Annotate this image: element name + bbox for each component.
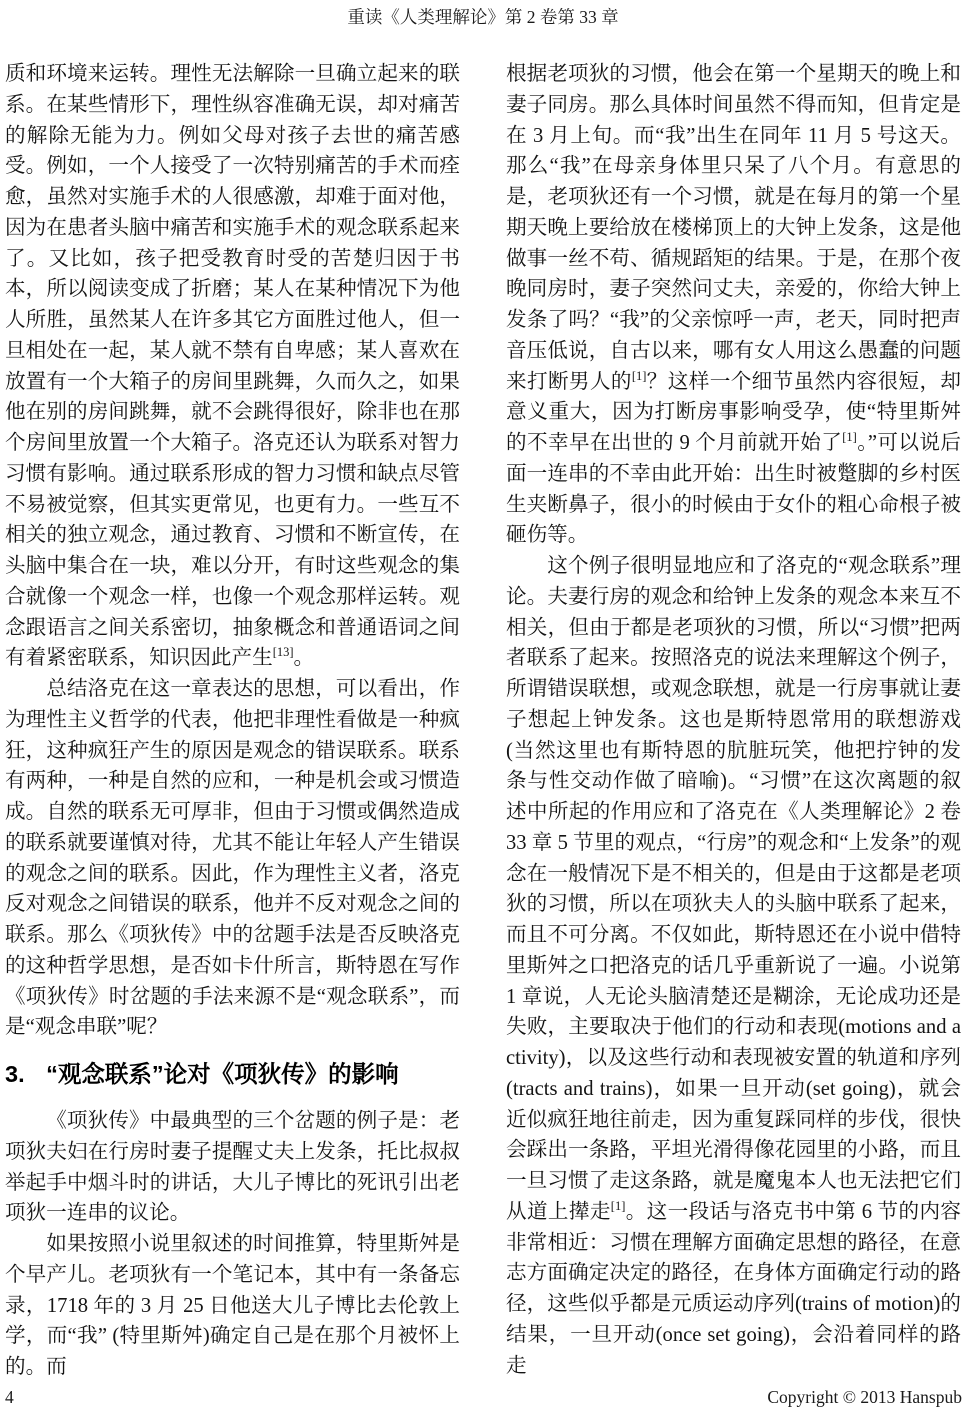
running-title: 重读《人类理解论》第 2 卷第 33 章	[347, 7, 619, 27]
body-paragraph: 根据老项狄的习惯，他会在第一个星期天的晚上和妻子同房。那么具体时间虽然不得而知，但肯定是在 3 月上旬。而“我”出生在同年 11 月 5 号这天。那么“我”在母亲身体里只呆了八个月。有意思的是，老项狄还有一个习惯，就是在每月的第一个星期天晚上要给放在楼梯顶上的大钟上发条，这是他做事一丝不苟、循规蹈矩的结果。于是，在那个夜晚同房时，妻子突然问丈夫，亲爱的，你给大钟上发条了吗？“我”的父亲惊呼一声，老天，同时把声音压低说，自古以来，哪有女人用这么愚蠢的问题来打断男人的[1]？这样一个细节虽然内容很短，却意义重大，因为打断房事影响受孕，使“特里斯舛的不幸早在出世的 9 个月前就开始了[1]。”可以说后面一连串的不幸由此开始：出生时被蹩脚的乡村医生夹断鼻子，很小的时候由于女仆的粗心命根子被砸伤等。	[506, 63, 962, 547]
page-header	[0, 0, 966, 29]
body-paragraph: 这个例子很明显地应和了洛克的“观念联系”理论。夫妻行房的观念和给钟上发条的观念本来互不相关，但由于都是老项狄的习惯，所以“习惯”把两者联系了起来。按照洛克的说法来理解这个例子，所谓错误联想，或观念联想，就是一行房事就让妻子想起上钟发条。这也是斯特恩常用的联想游戏(当然这里也有斯特恩的肮脏玩笑，他把拧钟的发条与性交动作做了暗喻)。“习惯”在这次离题的叙述中所起的作用应和了洛克在《人类理解论》2 卷 33 章 5 节里的观点，“行房”的观念和“上发条”的观念在一般情况下是不相关的，但是由于这都是老项狄的习惯，所以在项狄夫人的头脑中联系了起来，而且不可分离。不仅如此，斯特恩还在小说中借特里斯舛之口把洛克的话几乎重新说了一遍。小说第 1 章说，人无论头脑清楚还是糊涂，无论成功还是失败，主要取决于他们的行动和表现(motions and activity)，以及这些行动和表现被安置的轨道和序列(tracts and trains)，如果一旦开动(set going)，就会近似疯狂地往前走，因为重复踩同样的步伐，很快会踩出一条路，平坦光滑得像花园里的小路，而且一旦习惯了走这条路，就是魔鬼本人也无法把它们从道上撵走[1]。这一段话与洛克书中第 6 节的内容非常相近：习惯在理解方面确定思想的路径，在意志方面确定决定的路径，在身体方面确定行动的路径，这些似乎都是元质运动序列(trains of motion)的结果，一旦开动(once set going)，会沿着同样的路走	[506, 555, 962, 1377]
copyright-notice: Copyright © 2013 Hanspub	[767, 1387, 962, 1407]
page-number: 4	[5, 1387, 14, 1407]
body-paragraph: 如果按照小说里叙述的时间推算，特里斯舛是个早产儿。老项狄有一个笔记本，其中有一条备忘录，1718 年的 3 月 25 日他送大儿子博比去伦敦上学，而“我” (特里斯舛)确定自己是在那个月被怀上的。而	[5, 1233, 460, 1378]
section-number: 3.	[5, 1061, 25, 1087]
right-column	[506, 59, 961, 1383]
body-paragraph: 质和环境来运转。理性无法解除一旦确立起来的联系。在某些情形下，理性纵容准确无误，却对痛苦的解除无能为力。例如父母对孩子去世的痛苦感受。例如，一个人接受了一次特别痛苦的手术而痊愈，虽然对实施手术的人很感激，却难于面对他，因为在患者头脑中痛苦和实施手术的观念联系起来了。又比如，孩子把受教育时受的苦楚归因于书本，所以阅读变成了折磨；某人在某种情况下为他人所胜，虽然某人在许多其它方面胜过他人，但一旦相处在一起，某人就不禁有自卑感；某人喜欢在放置有一个大箱子的房间里跳舞，久而久之，如果他在别的房间跳舞，就不会跳得很好，除非也在那个房间里放置一个大箱子。洛克还认为联系对智力习惯有影响。通过联系形成的智力习惯和缺点尽管不易被觉察，但其实更常见，也更有力。一些互不相关的独立观念，通过教育、习惯和不断宣传，在头脑中集合在一块，难以分开，有时这些观念的集合就像一个观念一样，也像一个观念那样运转。观念跟语言之间关系密切，抽象概念和普通语词之间有着紧密联系，知识因此产生[13]。	[5, 63, 460, 670]
body-paragraph: 总结洛克在这一章表达的思想，可以看出，作为理性主义哲学的代表，他把非理性看做是一种疯狂，这种疯狂产生的原因是观念的错误联系。联系有两种，一种是自然的应和，一种是机会或习惯造成。自然的联系无可厚非，但由于习惯或偶然造成的联系就要谨慎对待，尤其不能让年轻人产生错误的观念之间的联系。因此，作为理性主义者，洛克反对观念之间错误的联系，他并不反对观念之间的联系。那么《项狄传》中的岔题手法是否反映洛克的这种哲学思想，是否如卡什所言，斯特恩在写作《项狄传》时岔题的手法来源不是“观念联系”，而是“观念串联”呢？	[5, 678, 460, 1039]
page-footer	[5, 1387, 962, 1408]
section-heading	[5, 1058, 460, 1090]
left-column	[5, 59, 460, 1383]
citation-ref: [13]	[272, 645, 294, 660]
section-title: “观念联系”论对《项狄传》的影响	[46, 1061, 399, 1087]
citation-ref: [1]	[842, 430, 857, 445]
citation-ref: [1]	[610, 1198, 626, 1213]
citation-ref: [1]	[631, 368, 647, 383]
two-column-body	[0, 59, 966, 1383]
body-paragraph: 《项狄传》中最典型的三个岔题的例子是：老项狄夫妇在行房时妻子提醒丈夫上发条，托比叔叔举起手中烟斗时的讲话，大儿子博比的死讯引出老项狄一连串的议论。	[5, 1110, 460, 1225]
